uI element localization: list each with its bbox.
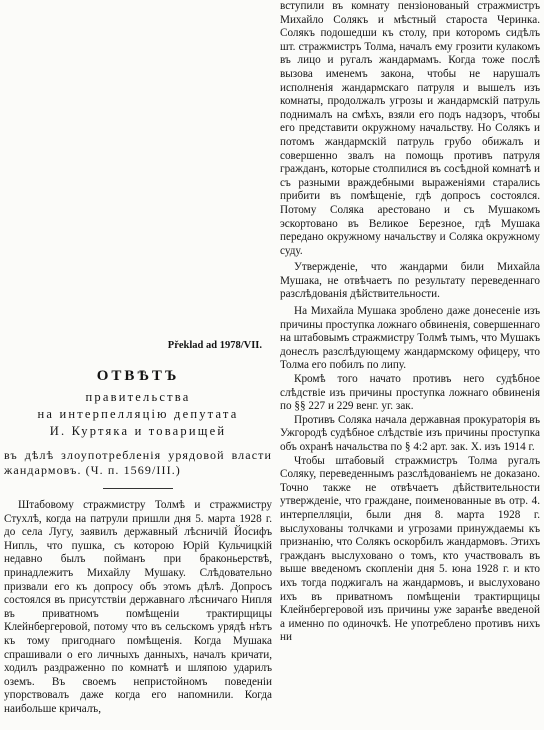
subtitle-body: въ дѣлѣ злоупотребленія урядовой власти жандармовъ. (Ч. п. 1569/III.): [4, 448, 272, 477]
left-column: [4, 0, 272, 717]
left-paragraph-1: Штабовому стражмистру Толмѣ и стражмистру Стухлѣ, когда на патрули пришли дня 5. марта 1928 г. до села Лугу, заявилъ державный лѣсничій Йосифъ Нипль, что пушка, съ которою Юрій Кульчицкій недавно былъ пойманъ при браконьерствѣ, принадлежитъ Михайлу Мушаку. Слѣдовательно призвали его къ допросу объ этомъ дѣлѣ. Допросъ состоялся въ присутствіи державнаго лѣсничаго Нипля въ приватномъ помѣщеніи трактирщицы Клейнбергеровой, потому что въ сельскомъ урядѣ нѣтъ къ тому пригоднаго помѣщенія. Когда Мушака спрашивали о его личныхъ данныхъ, началъ кричати, ходилъ раздраженно по комнатѣ и шляпою ударилъ оземъ. Въ своемъ непристойномъ поведеніи упорствовалъ даже когда его напомнили. Когда наибольше кричалъ,: [4, 499, 272, 715]
translation-reference: Překlad ad 1978/VII.: [167, 340, 262, 351]
right-paragraph-3: На Михайла Мушака зроблено даже донесеніе изъ причины проступка ложнаго обвиненія, совершеннаго на штабовымъ стражмистру Толмѣ тымъ, что Мушакъ донеслъ разслѣдующему жандармскому офицеру, что Толма его побилъ по липу.: [280, 305, 540, 372]
right-column: [280, 0, 540, 645]
subtitle-line-3: И. Куртяка и товарищей: [49, 424, 227, 438]
divider: [103, 488, 173, 489]
right-paragraph-5: Противъ Соляка начала державная прокураторія въ Ужгородѣ судѣбное слѣдствіе изъ причины проступка объ охранѣ начальства по § 4:2 арт. зак. Х. изъ 1914 г.: [280, 413, 540, 453]
right-paragraph-2: Утвержденіе, что жандарми били Михайла Мушака, не отвѣчаетъ по результату переведеннаго разслѣдованія дѣйствительности.: [280, 261, 540, 301]
subtitle-line-1: правительства: [85, 390, 191, 404]
right-paragraph-4: Кромѣ того начато противъ него судѣбное слѣдствіе изъ причины проступка ложнаго обвиненія по §§ 227 и 229 венг. уг. зак.: [280, 373, 540, 413]
page-title: ОТВѢТЪ: [96, 368, 180, 384]
right-paragraph-1: вступили въ комнату пензіонованый стражмистръ Михайло Солякъ и мѣстный староста Черинка. Солякъ подошедши къ столу, при которомъ сидѣлъ шт. стражмистръ Толма, началъ ему грозити кулакомъ въ лицо и ругалъ жандармамъ. Когда тоже послѣ вызова именемъ закона, чтобы не нарушалъ исполненія жандармскаго патруля и вышелъ изъ комнаты, продолжалъ угрозы и жандармскій патруль поднималъ на смѣхъ, взяли его подъ надзоръ, чтобы его представити окружному начальству. Но Солякъ и потомъ жандармскій патруль грубо обижалъ и совершенно звалъ на помощь противъ патруля гражданъ, которые столпилися въ сосѣдной комнатѣ и съ разными враждебными выраженіями старались прибити въ помѣщеніе, гдѣ допросъ состоялся. Потому Соляка арестовано и съ Мушакомъ эскортовано въ Великое Березное, гдѣ Мушака передано окружному начальству и Соляка окружному суду.: [280, 0, 540, 257]
subtitle-line-2: на интерпелляцію депутата: [37, 407, 239, 421]
title-block: [4, 0, 272, 351]
right-paragraph-6: Чтобы штабовый стражмистръ Толма ругалъ Соляку, переведеннымъ разслѣдованіемъ не доказано. Точно также не отвѣчаетъ дѣйствительности утвержденіе, что граждане, поименованные въ отр. 4. интерпелляціи, были дня 8. марта 1928 г. выслухованы толчками и угрозами принуждаемы къ признанію, что Солякъ оскорбилъ жандармовъ. Этихъ гражданъ выслуховано о томъ, кто участвовалъ въ выше введеномъ скопленіи дня 5. юна 1928 г. и кто ихъ тогда поджигалъ на жандармовъ, и выслуховано ихъ въ приватномъ помѣщеніи трактирщицы Клейнбергеровой изъ причины уже заранѣе введеной а именно по одиночкѣ. Не употреблено противъ нихъ ни: [280, 454, 540, 644]
heading-block: [4, 368, 272, 440]
